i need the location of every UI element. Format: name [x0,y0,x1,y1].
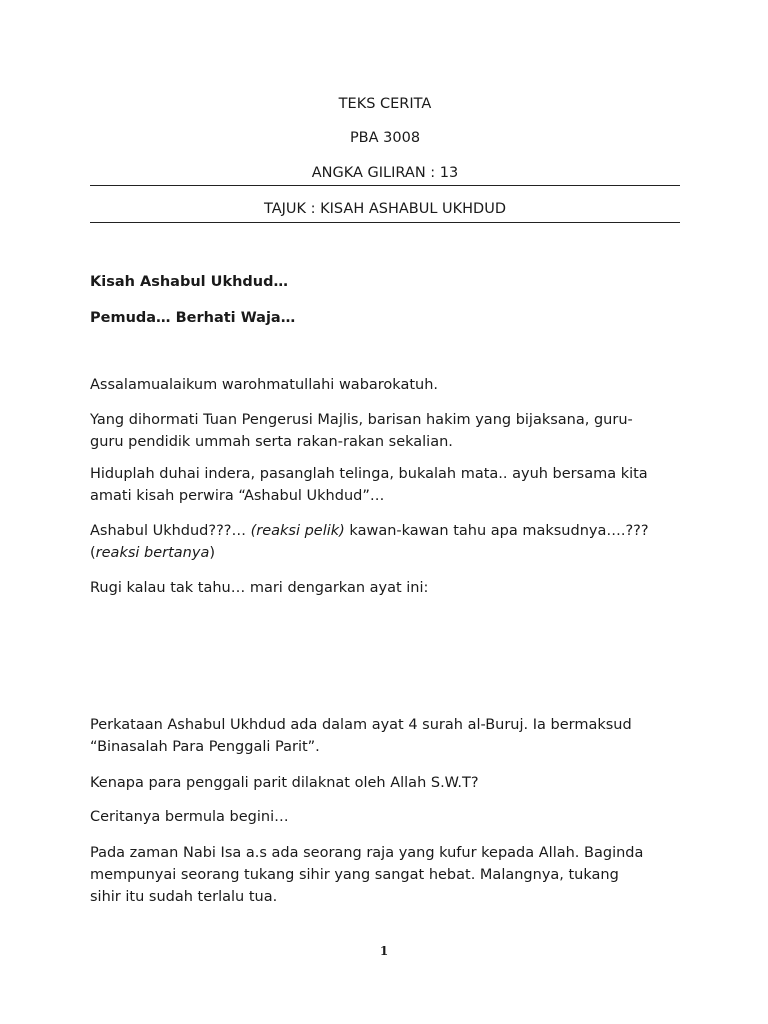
paragraph-line: Hiduplah duhai indera, pasanglah telinga, bukalah mata.. ayuh bersama kita [90,466,648,482]
paragraph-question [90,520,690,564]
paragraph-begin [90,806,690,828]
text-run: kawan-kawan tahu apa maksudnya….??? [344,523,649,539]
story-heading: Kisah Ashabul Ukhdud… [90,274,288,290]
text-run: ( [90,545,96,561]
top-rule [90,185,680,186]
paragraph-story [90,842,690,908]
paragraph-line: amati kisah perwira “Ashabul Ukhdud”… [90,488,385,504]
paragraph-line: guru pendidik ummah serta rakan-rakan sekalian. [90,434,453,450]
turn-number: ANGKA GILIRAN : 13 [311,165,459,181]
paragraph-line: Ceritanya bermula begini… [90,809,289,825]
page-title: TAJUK : KISAH ASHABUL UKHDUD [263,201,506,217]
paragraph-line: Assalamualaikum warohmatullahi wabarokatuh. [90,377,438,393]
paragraph-salutation [90,409,690,453]
paragraph-meaning [90,714,690,758]
paragraph-line: Rugi kalau tak tahu… mari dengarkan ayat ini: [90,580,429,596]
paragraph-line: Yang dihormati Tuan Pengerusi Majlis, barisan hakim yang bijaksana, guru- [90,412,633,428]
paragraph-line: sihir itu sudah terlalu tua. [90,889,278,905]
doc-type-label: TEKS CERITA [338,96,432,112]
paragraph-why [90,772,690,794]
paragraph-line: Kenapa para penggali parit dilaknat oleh Allah S.W.T? [90,775,479,791]
story-subheading: Pemuda… Berhati Waja… [90,310,296,326]
text-run: ) [209,545,216,561]
paragraph-intro [90,463,690,507]
paragraph-line: “Binasalah Para Penggali Parit”. [90,739,320,755]
paragraph-line: mempunyai seorang tukang sihir yang sangat hebat. Malangnya, tukang [90,867,619,883]
text-run: Ashabul Ukhdud???… [90,523,251,539]
stage-direction: reaksi bertanya [95,545,210,561]
paragraph-line [90,520,690,542]
paragraph-line: Pada zaman Nabi Isa a.s ada seorang raja yang kufur kepada Allah. Baginda [90,845,644,861]
page-number: 1 [379,944,389,958]
course-code: PBA 3008 [349,130,421,146]
stage-direction: (reaksi pelik) [250,523,345,539]
paragraph-listen [90,577,690,599]
paragraph-line [90,542,690,564]
paragraph-greeting [90,374,690,396]
paragraph-line: Perkataan Ashabul Ukhdud ada dalam ayat 4 surah al-Buruj. Ia bermaksud [90,717,632,733]
bottom-rule [90,222,680,223]
